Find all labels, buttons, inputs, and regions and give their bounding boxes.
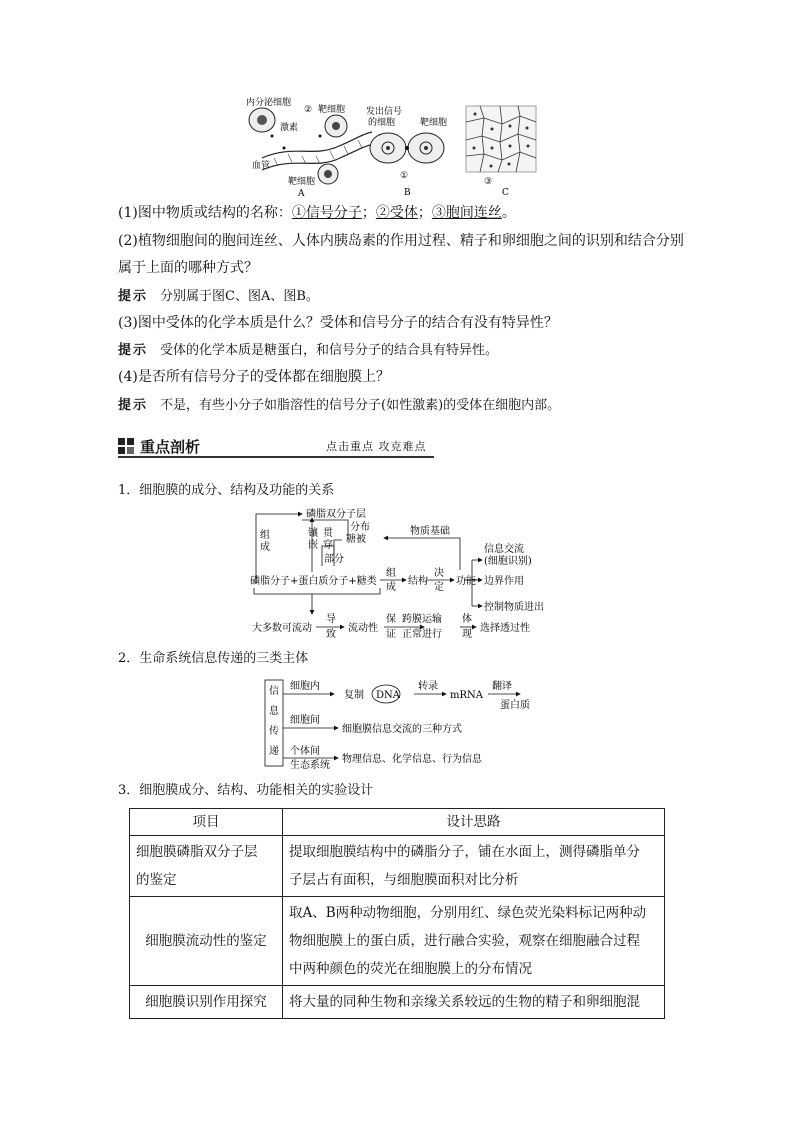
- fig-a-caption: A: [298, 189, 305, 199]
- fig-b-signal-1: 发出信号: [366, 107, 403, 117]
- q3-hint-text: 受体的化学本质是糖蛋白，和信号分子的结合具有特异性。: [160, 343, 499, 358]
- q2-hint: [118, 287, 319, 307]
- d-embody-t: 体: [462, 614, 472, 625]
- d-function: 功能: [456, 576, 476, 587]
- part3-title: 3．细胞膜成分、结构、功能相关的实验设计: [118, 783, 374, 798]
- row1-item-l2: 的鉴定: [136, 872, 177, 888]
- d-lead-b: 致: [326, 629, 336, 638]
- hint-label: 提示: [118, 398, 149, 413]
- q4-hint: [118, 396, 560, 416]
- d2-mrna: mRNA: [450, 690, 483, 701]
- q2-line1: (2)植物细胞间的胞间连丝、人体内胰岛素的作用过程、精子和卵细胞之间的识别和结合分别: [118, 233, 684, 249]
- section-square-icon: [118, 438, 134, 454]
- d2-translate: 翻译: [492, 681, 512, 692]
- section-header: [118, 434, 434, 460]
- info-char-1: 信: [269, 686, 279, 697]
- table-cell-item: 细胞膜识别作用探究: [130, 986, 283, 1019]
- q1-answer-2: ②受体: [375, 205, 418, 221]
- d2-individual: 个体间: [290, 746, 320, 757]
- fig-a-vessel: 血管: [252, 161, 271, 171]
- fig-a-target: 靶细胞: [318, 105, 346, 115]
- table-row: [130, 986, 665, 1019]
- row1-item-l1: 细胞膜磷脂双分子层: [136, 844, 258, 860]
- d-distribute: 分布: [350, 522, 370, 533]
- q2-hint-text: 分别属于图C、图A、图B。: [160, 289, 319, 304]
- d-structure: 结构: [408, 576, 428, 587]
- q1-line: [118, 203, 516, 223]
- fig-c-num3: ③: [484, 177, 493, 187]
- figure-c: [466, 106, 536, 198]
- d-compose-1: 组: [260, 530, 270, 541]
- d2-intracell: 细胞内: [290, 681, 320, 692]
- d-formula: 磷脂分子+蛋白质分子+糖类: [250, 576, 377, 587]
- d-material-basis: 物质基础: [410, 526, 450, 537]
- info-char-3: 传: [269, 726, 279, 737]
- table-header-row: [130, 809, 665, 836]
- info-char-2: 息: [269, 706, 279, 717]
- d-info2: (细胞识别): [484, 556, 532, 567]
- row1-idea-l2: 子层占有面积，与细胞膜面积对比分析: [289, 872, 519, 888]
- fig-a-cell-label: 内分泌细胞: [246, 98, 292, 108]
- d2-dna: DNA: [376, 690, 400, 701]
- fig-b-num1: ①: [400, 171, 409, 181]
- d2-protein: 蛋白质: [500, 700, 530, 711]
- fig-b-signal-2: 的细胞: [368, 118, 396, 128]
- d-info: 信息交流: [484, 544, 524, 555]
- membrane-relation-diagram: [250, 504, 560, 638]
- d-through-1: 贯: [323, 528, 333, 539]
- d-lead-t: 导: [326, 614, 336, 625]
- table-row: [130, 897, 665, 986]
- fig-a-hormone: 激素: [280, 123, 299, 133]
- d-compose2-b: 成: [386, 582, 396, 593]
- q1-end: 。: [501, 205, 516, 221]
- d-decide-t: 决: [434, 568, 444, 579]
- figure-b: [366, 105, 447, 198]
- table-cell-item: [130, 836, 283, 897]
- table-cell-idea: 将大量的同种生物和亲缘关系较远的生物的精子和卵细胞混: [283, 986, 665, 1019]
- section-title: 重点剖析: [140, 438, 201, 456]
- d-lipid-bilayer: 磷脂双分子层: [306, 509, 366, 520]
- info-transfer-diagram: [264, 676, 536, 772]
- fig-b-target: 靶细胞: [420, 118, 448, 128]
- d-selective: 选择透过性: [480, 623, 530, 634]
- table-cell-idea: [283, 897, 665, 986]
- q1-answer-1: ①信号分子: [291, 205, 362, 221]
- d-mostly: 大多数可流动: [252, 623, 312, 634]
- fig-b-caption: B: [404, 188, 411, 198]
- fig-a-target2: 靶细胞: [288, 177, 316, 187]
- q4-line1: (4)是否所有信号分子的受体都在细胞膜上？: [118, 369, 390, 385]
- d-embody-b: 现: [462, 629, 472, 638]
- table-header-idea: 设计思路: [283, 809, 665, 836]
- d2-ecosystem: 生态系统: [290, 760, 330, 771]
- hint-label: 提示: [118, 289, 149, 304]
- row1-idea-l1: 提取细胞膜结构中的磷脂分子，铺在水面上，测得磷脂单分: [289, 844, 640, 860]
- figure-a: [246, 96, 374, 199]
- d-ensure-b: 证: [386, 629, 396, 638]
- part1-title: 1．细胞膜的成分、结构及功能的关系: [118, 483, 335, 498]
- d-transport: 跨膜运输: [402, 614, 442, 625]
- hint-label: 提示: [118, 343, 149, 358]
- d-glycocalyx: 糖被: [346, 534, 366, 545]
- d-inlay-2: 嵌: [308, 540, 318, 551]
- d2-transcribe: 转录: [418, 681, 438, 692]
- d-compose-2: 成: [260, 542, 270, 553]
- table-row: [130, 836, 665, 897]
- table-cell-idea: [283, 836, 665, 897]
- q2-line2: 属于上面的哪种方式？: [118, 260, 258, 276]
- q1-answer-3: ③胞间连丝: [431, 205, 502, 221]
- d-boundary: 边界作用: [484, 576, 524, 587]
- d2-info-types: 物理信息、化学信息、行为信息: [342, 754, 482, 765]
- q1-sep2: ；: [417, 205, 432, 221]
- table-cell-item: 细胞膜流动性的鉴定: [130, 897, 283, 986]
- section-divider: [118, 456, 434, 458]
- d-inlay-1: 镶: [308, 528, 318, 539]
- q1-sep1: ；: [361, 205, 376, 221]
- table-header-item: 项目: [130, 809, 283, 836]
- d2-replicate: 复制: [344, 690, 364, 701]
- d2-intercell: 细胞间: [290, 715, 320, 726]
- fig-a-num2: ②: [304, 105, 313, 115]
- experiment-table: [129, 808, 665, 1019]
- q1-text: (1)图中物质或结构的名称：: [118, 205, 292, 221]
- info-char-4: 递: [269, 746, 279, 757]
- section-subtitle: 点击重点 攻克难点: [326, 440, 427, 453]
- d-ensure-t: 保: [386, 614, 396, 625]
- d-compose2-t: 组: [386, 568, 396, 579]
- fig-c-caption: C: [502, 188, 509, 198]
- d-normal: 正常进行: [402, 629, 442, 638]
- d-through-2: 穿: [323, 540, 333, 551]
- d2-three-ways: 细胞膜信息交流的三种方式: [342, 724, 462, 735]
- d-fluidity: 流动性: [348, 623, 378, 634]
- row2-idea-l1: 取A、B两种动物细胞，分别用红、绿色荧光染料标记两种动: [289, 905, 647, 921]
- row2-idea-l3: 中两种颜色的荧光在细胞膜上的分布情况: [289, 961, 532, 977]
- part2-title: 2．生命系统信息传递的三类主体: [118, 651, 309, 666]
- row2-idea-l2: 物细胞膜上的蛋白质，进行融合实验，观察在细胞融合过程: [289, 933, 640, 949]
- d-partial: 部分: [324, 554, 344, 565]
- d-decide-b: 定: [434, 582, 444, 593]
- q4-hint-text: 不是，有些小分子如脂溶性的信号分子(如性激素)的受体在细胞内部。: [160, 398, 561, 413]
- q3-line1: (3)图中受体的化学本质是什么？受体和信号分子的结合有没有特异性？: [118, 315, 558, 331]
- signaling-figure: [244, 96, 554, 200]
- d-control: 控制物质进出: [484, 602, 544, 613]
- q3-hint: [118, 341, 498, 361]
